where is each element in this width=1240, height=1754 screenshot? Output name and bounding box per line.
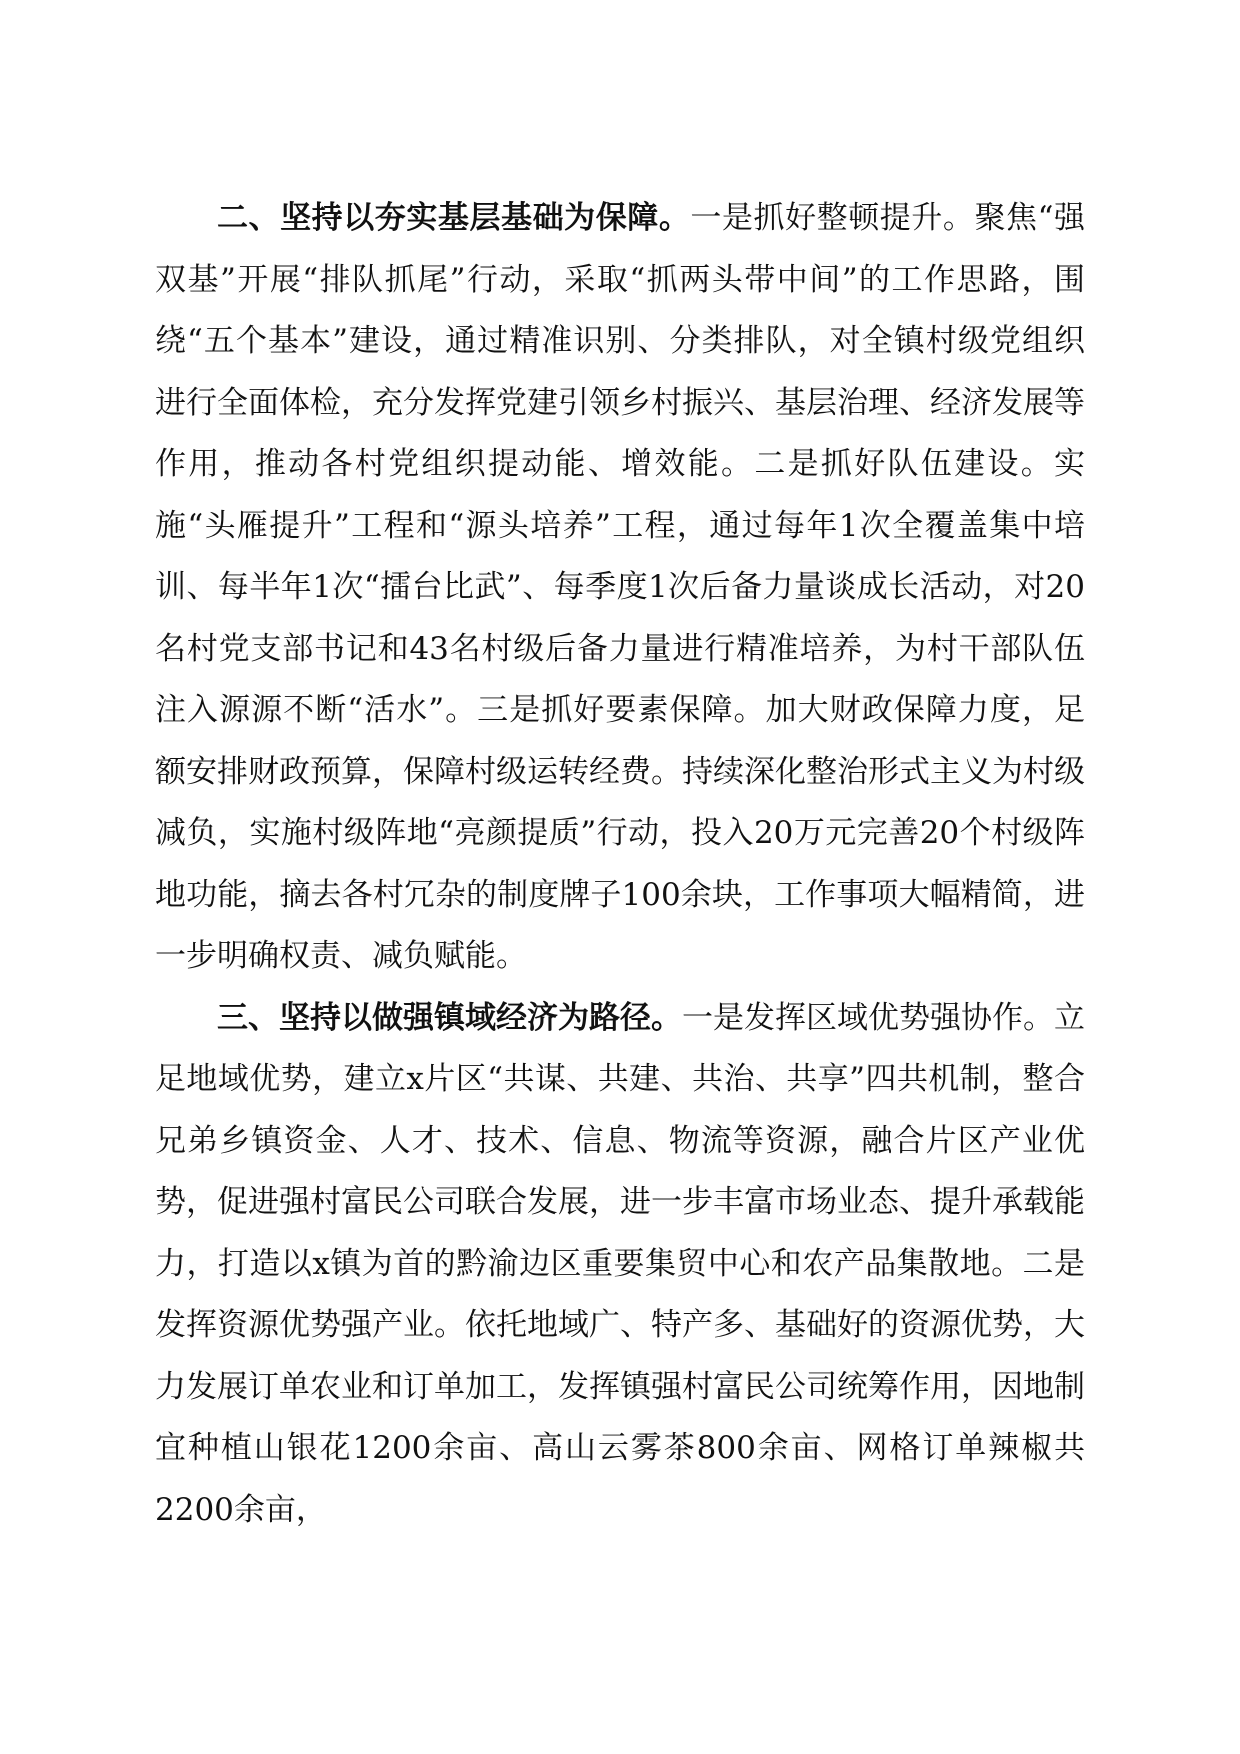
paragraph-heading: 二、坚持以夯实基层基础为保障。: [217, 200, 691, 236]
paragraph-grassroots: [155, 188, 1085, 988]
paragraph-body: 一是发挥区域优势强协作。立足地域优势，建立x片区“共谋、共建、共治、共享”四共机制，整合兄弟乡镇资金、人才、技术、信息、物流等资源，融合片区产业优势，促进强村富民公司联合发展，进一步丰富市场业态、提升承载能力，打造以x镇为首的黔渝边区重要集贸中心和农产品集散地。二是发挥资源优势强产业。依托地域广、特产多、基础好的资源优势，大力发展订单农业和订单加工，发挥镇强村富民公司统筹作用，因地制宜种植山银花1200余亩、高山云雾茶800余亩、网格订单辣椒共2200余亩，: [155, 999, 1085, 1528]
document-body: [155, 188, 1085, 1541]
paragraph-economy: [155, 988, 1085, 1542]
paragraph-body: 一是抓好整顿提升。聚焦“强双基”开展“排队抓尾”行动，采取“抓两头带中间”的工作思路，围绕“五个基本”建设，通过精准识别、分类排队，对全镇村级党组织进行全面体检，充分发挥党建引领乡村振兴、基层治理、经济发展等作用，推动各村党组织提动能、增效能。二是抓好队伍建设。实施“头雁提升”工程和“源头培养”工程，通过每年1次全覆盖集中培训、每半年1次“擂台比武”、每季度1次后备力量谈成长活动，对20名村党支部书记和43名村级后备力量进行精准培养，为村干部队伍注入源源不断“活水”。三是抓好要素保障。加大财政保障力度，足额安排财政预算，保障村级运转经费。持续深化整治形式主义为村级减负，实施村级阵地“亮颜提质”行动，投入20万元完善20个村级阵地功能，摘去各村冗杂的制度牌子100余块，工作事项大幅精简，进一步明确权责、减负赋能。: [155, 200, 1085, 974]
paragraph-heading: 三、坚持以做强镇域经济为路径。: [217, 999, 682, 1036]
